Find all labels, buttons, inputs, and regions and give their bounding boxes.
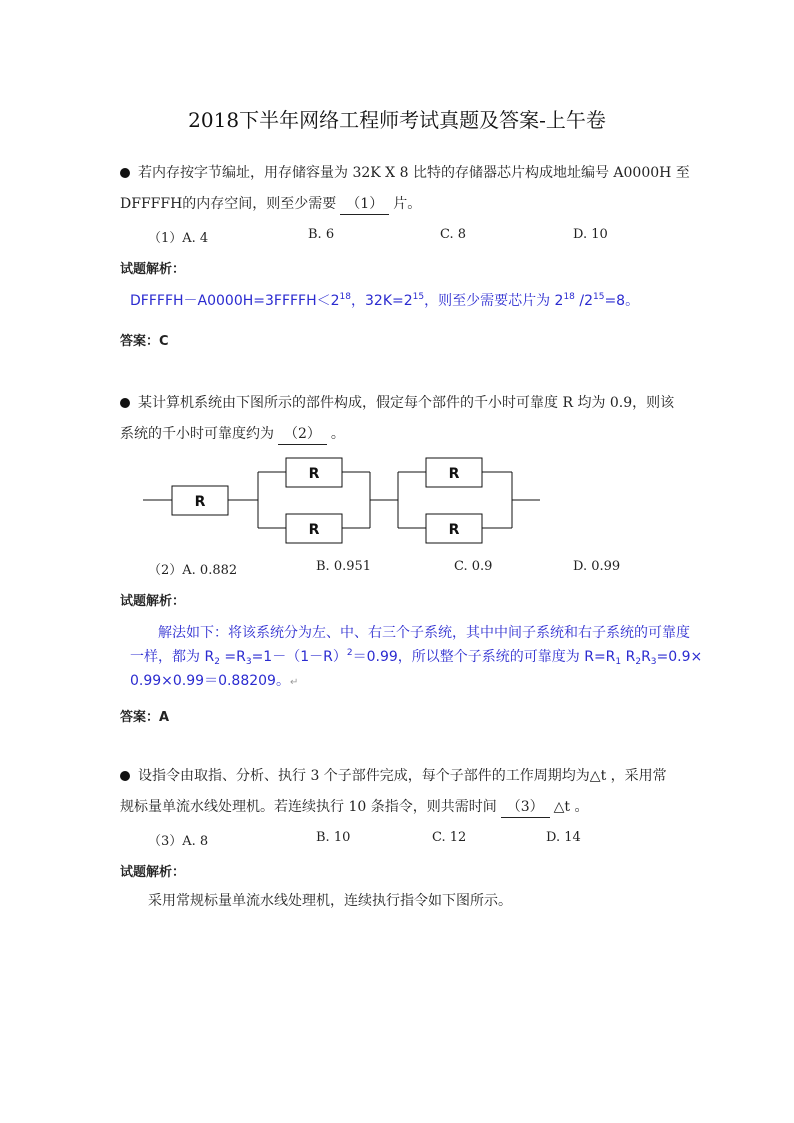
bullet-icon bbox=[120, 771, 130, 781]
q1-analysis-sup1: 18 bbox=[339, 292, 351, 302]
q1-answer-value: C bbox=[159, 334, 169, 349]
q3-stem-line1 bbox=[120, 766, 667, 786]
q2-analysis-s5: 3 bbox=[650, 657, 657, 667]
q2-analysis-s3: 1 bbox=[615, 657, 622, 667]
q3-analysis-label: 试题解析： bbox=[120, 865, 186, 880]
q3-option-c: C. 12 bbox=[432, 830, 467, 845]
reliability-diagram bbox=[0, 440, 794, 560]
q2-analysis-2e: R bbox=[621, 649, 636, 665]
page-title: 2018下半年网络工程师考试真题及答案-上午卷 bbox=[188, 108, 606, 132]
q2-option-c: C. 0.9 bbox=[454, 559, 493, 574]
q1-option-b: B. 6 bbox=[308, 227, 335, 242]
q3-blank: （3） bbox=[501, 797, 550, 818]
q2-analysis-2a: 一样，都为 R bbox=[130, 649, 215, 665]
q2-analysis-2c: =1－（1－R） bbox=[251, 649, 347, 665]
q1-analysis-sup3: 18 bbox=[563, 292, 575, 302]
q2-analysis-line1: 解法如下：将该系统分为左、中、右三个子系统，其中中间子系统和右子系统的可靠度 bbox=[158, 625, 690, 641]
q1-answer bbox=[120, 330, 169, 349]
q3-text-3: △t 。 bbox=[553, 799, 589, 815]
q1-analysis-d: /2 bbox=[574, 293, 593, 309]
component-label: R bbox=[194, 494, 206, 510]
q1-analysis-label: 试题解析： bbox=[120, 262, 186, 277]
q1-stem-line2 bbox=[120, 194, 421, 215]
q1-options bbox=[148, 227, 668, 247]
q1-analysis-b: ，32K=2 bbox=[351, 293, 413, 309]
q1-analysis bbox=[130, 288, 639, 314]
q2-option-a: （2）A. 0.882 bbox=[148, 563, 238, 578]
q2-analysis-line2 bbox=[130, 644, 702, 670]
q3-options bbox=[148, 830, 668, 850]
q3-option-a: （3）A. 8 bbox=[148, 834, 209, 849]
q1-stem-line1 bbox=[120, 163, 690, 183]
q3-text-1: 设指令由取指、分析、执行 3 个子部件完成，每个子部件的工作周期均为△t ，采用常 bbox=[138, 768, 667, 784]
q2-text-2: 系统的千小时可靠度约为 bbox=[120, 426, 274, 442]
q1-text-1: 若内存按字节编址，用存储容量为 32K X 8 比特的存储器芯片构成地址编号 A0000H 至 bbox=[138, 165, 690, 181]
q1-analysis-a: DFFFFH－A0000H=3FFFFH＜2 bbox=[130, 293, 340, 309]
q1-analysis-e: =8。 bbox=[604, 293, 640, 309]
q2-analysis-2d: ＝0.99，所以整个子系统的可靠度为 R=R bbox=[352, 649, 616, 665]
bullet-icon bbox=[120, 168, 130, 178]
component-label: R bbox=[448, 522, 460, 538]
q2-blank: （2） bbox=[278, 424, 327, 445]
q2-answer-label: 答案： bbox=[120, 710, 160, 725]
q2-analysis-2f: R bbox=[641, 649, 651, 665]
component-label: R bbox=[308, 466, 320, 482]
q2-analysis-s4: 2 bbox=[635, 657, 642, 667]
q1-analysis-sup4: 15 bbox=[592, 292, 605, 302]
q2-analysis-s2: 3 bbox=[245, 657, 252, 667]
q1-option-d: D. 10 bbox=[573, 227, 608, 242]
q2-stem-line1 bbox=[120, 393, 674, 413]
return-mark-icon: ↵ bbox=[289, 677, 299, 688]
q2-answer-value: A bbox=[159, 710, 170, 725]
q2-text-1: 某计算机系统由下图所示的部件构成，假定每个部件的千小时可靠度 R 均为 0.9，则该 bbox=[138, 395, 675, 411]
q1-option-a: （1）A. 4 bbox=[148, 231, 209, 246]
q2-analysis-3: 0.99×0.99＝0.88209。 bbox=[130, 673, 290, 689]
q2-analysis-line3 bbox=[130, 668, 298, 696]
q2-option-d: D. 0.99 bbox=[573, 559, 621, 574]
q1-answer-label: 答案： bbox=[120, 334, 160, 349]
q3-option-b: B. 10 bbox=[316, 830, 351, 845]
q1-analysis-c: ，则至少需要芯片为 2 bbox=[424, 293, 564, 309]
q3-text-2: 规标量单流水线处理机。若连续执行 10 条指令，则共需时间 bbox=[120, 799, 497, 815]
component-label: R bbox=[448, 466, 460, 482]
q3-stem-line2 bbox=[120, 797, 588, 818]
q1-text-2: DFFFFH的内存空间，则至少需要 bbox=[120, 196, 337, 212]
q2-option-b: B. 0.951 bbox=[316, 559, 372, 574]
q2-analysis-label: 试题解析： bbox=[120, 594, 186, 609]
q2-options bbox=[148, 559, 668, 579]
component-label: R bbox=[308, 522, 320, 538]
bullet-icon bbox=[120, 398, 130, 408]
q2-analysis-s1: 2 bbox=[214, 657, 220, 667]
q2-analysis-2b: =R bbox=[219, 649, 246, 665]
q2-answer bbox=[120, 706, 169, 725]
q3-option-d: D. 14 bbox=[546, 830, 581, 845]
q1-blank: （1） bbox=[340, 194, 389, 215]
q2-analysis-sup: 2 bbox=[346, 648, 353, 658]
q3-analysis: 采用常规标量单流水线处理机，连续执行指令如下图所示。 bbox=[148, 893, 512, 909]
q2-text-3: 。 bbox=[330, 426, 345, 442]
q1-text-3: 片。 bbox=[393, 196, 422, 212]
q1-analysis-sup2: 15 bbox=[412, 292, 425, 302]
q2-analysis-2g: =0.9× bbox=[656, 649, 703, 665]
q1-option-c: C. 8 bbox=[440, 227, 467, 242]
